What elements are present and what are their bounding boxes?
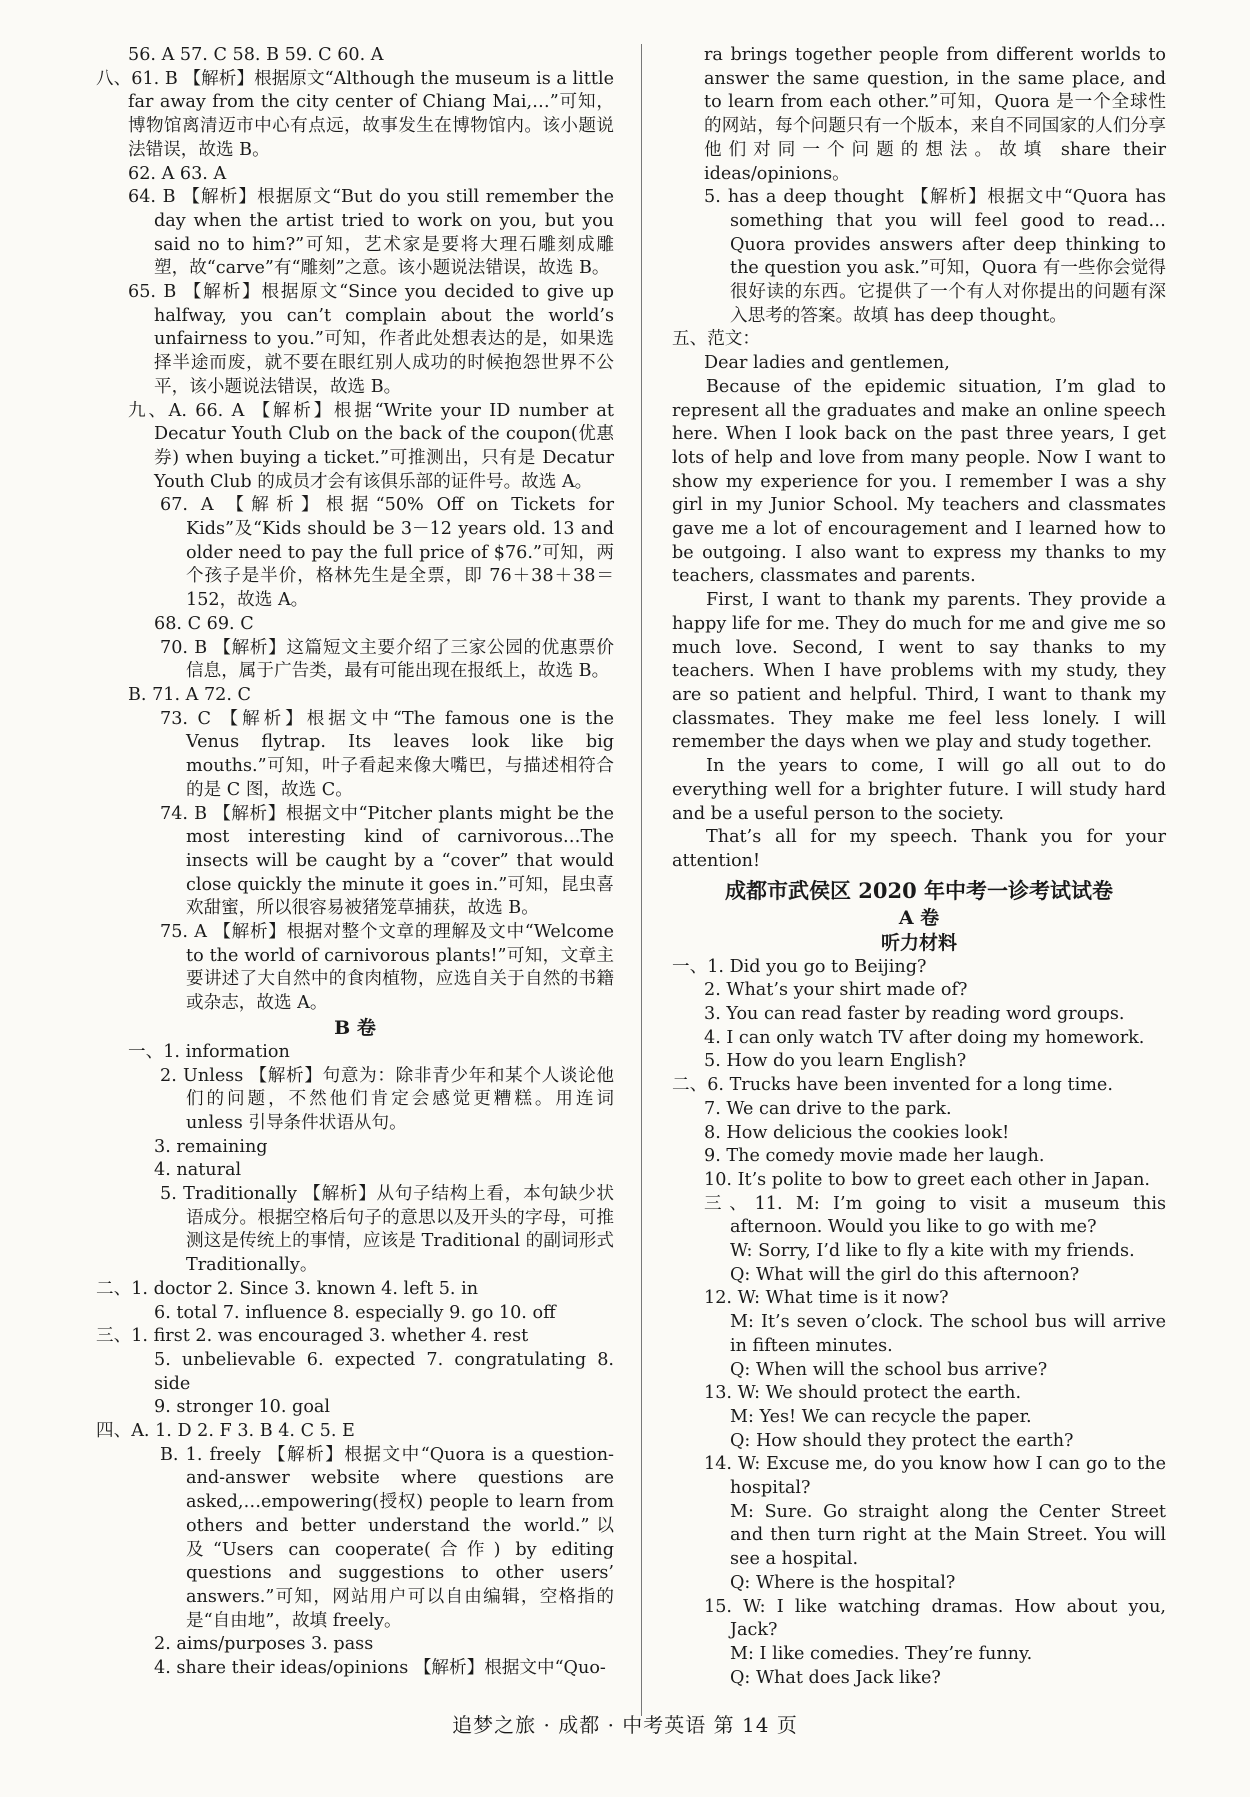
right-column [672, 44, 1166, 1690]
right-column-line: Because of the epidemic situation, I’m glad to represent all the graduates and make an online speech here. When I look back on the past three years, I get lots of help and love from many people. Now I want to show my experience for you. I remember I was a shy girl in my Junior School. My teachers and classmates gave me a lot of encouragement and I learned how to be outgoing. I also want to express my thanks to my teachers, classmates and parents. [672, 376, 1166, 587]
page-footer: 追梦之旅 · 成都 · 中考英语 第 14 页 [452, 1713, 798, 1737]
left-column-line: 5. unbelievable 6. expected 7. congratulating 8. side [154, 1349, 614, 1394]
left-column-line: 73. C 【解析】根据文中“The famous one is the Venus flytrap. Its leaves look like big mouths.”可知，叶子看起来像大嘴巴，与描述相符合的是 C 图，故选 C。 [160, 708, 614, 800]
right-column-line: Q: When will the school bus arrive? [730, 1359, 1048, 1380]
left-column-line: 4. share their ideas/opinions 【解析】根据文中“Quo- [154, 1658, 606, 1679]
right-column-line: 13. W: We should protect the earth. [704, 1383, 1022, 1404]
right-column-line: W: Sorry, I’d like to fly a kite with my friends. [730, 1241, 1135, 1262]
left-column-line: 2. aims/purposes 3. pass [154, 1634, 374, 1655]
right-column-line: A 卷 [898, 906, 940, 929]
left-column-line: 56. A 57. C 58. B 59. C 60. A [128, 45, 384, 65]
left-column [96, 44, 614, 1681]
right-column-line: 一、1. Did you go to Beijing? [672, 956, 927, 977]
right-column-line: 3. You can read faster by reading word groups. [704, 1004, 1125, 1025]
left-column-line: 67. A 【解析】根据“50% Off on Tickets for Kids”及“Kids should be 3－12 years old. 13 and older need to pay the full price of $76.”可知，两个孩子是半价，格林先生是全票，即 76＋38＋38＝152，故选 A。 [160, 495, 614, 611]
right-column-line: First, I want to thank my parents. They provide a happy life for me. They do much for me and give me so much love. Second, I went to say thanks to my teachers. When I have problems with my study, they are so patient and helpful. Third, I want to thank my classmates. They make me feel less lonely. I will remember the days when we play and study together. [672, 590, 1166, 753]
left-column-line: 9. stronger 10. goal [154, 1397, 331, 1418]
right-column-line: Q: What will the girl do this afternoon? [730, 1264, 1080, 1285]
right-column-line: 12. W: What time is it now? [704, 1288, 949, 1309]
left-column-line: 八、61. B 【解析】根据原文“Although the museum is a little far away from the city center of Chiang Mai,…”可知，博物馆离清迈市中心有点远，故事发生在博物馆内。该小题说法错误，故选 B。 [96, 68, 614, 160]
right-column-line: Q: What does Jack like? [730, 1667, 941, 1688]
left-column-line: 5. Traditionally 【解析】从句子结构上看，本句缺少状语成分。根据空格后句子的意思以及开头的字母，可推测这是传统上的事情，应该是 Traditional 的副词形式 Traditionally。 [160, 1184, 614, 1276]
left-column-line: B. 71. A 72. C [128, 684, 252, 705]
right-column-line: M: It’s seven o’clock. The school bus will arrive in fifteen minutes. [730, 1312, 1166, 1356]
right-column-line: 7. We can drive to the park. [704, 1098, 952, 1119]
left-column-line: 65. B 【解析】根据原文“Since you decided to give up halfway, you can’t complain about the world’s unfairness to you.”可知，作者此处想表达的是，如果选择半途而废，就不要在眼红别人成功的时候抱怨世界不公平，该小题说法错误，故选 B。 [128, 282, 614, 397]
left-column-line: B. 1. freely 【解析】根据文中“Quora is a question-and-answer website where questions are asked,…empowering(授权) people to learn from others and better understand the world.”以及“Users can cooperate(合作) by editing questions and suggestions to other users’ answers.”可知，网站用户可以自由编辑，空格指的是“自由地”，故填 freely。 [160, 1444, 614, 1631]
right-column-line: 5. How do you learn English? [704, 1051, 967, 1072]
right-column-line: 15. W: I like watching dramas. How about you, Jack? [704, 1596, 1166, 1641]
left-column-line: 74. B 【解析】根据文中“Pitcher plants might be the most interesting kind of carnivorous…The insects will be caught by a “cover” that would close quickly the minute it goes in.”可知，昆虫喜欢甜蜜，所以很容易被猪笼草捕获，故选 B。 [160, 803, 614, 919]
right-column-line: M: Yes! We can recycle the paper. [730, 1406, 1032, 1427]
right-column-line: 五、范文： [672, 329, 760, 350]
right-column-line: That’s all for my speech. Thank you for your attention! [672, 827, 1166, 871]
left-column-line: B 卷 [334, 1016, 376, 1039]
right-column-line: M: Sure. Go straight along the Center Street and then turn right at the Main Street. You will see a hospital. [730, 1501, 1166, 1570]
right-column-line: In the years to come, I will go all out to do everything well for a brighter future. I will study hard and be a useful person to the society. [672, 756, 1166, 824]
right-column-line: Q: How should they protect the earth? [730, 1430, 1074, 1451]
left-column-line: 70. B 【解析】这篇短文主要介绍了三家公园的优惠票价信息，属于广告类，最有可能出现在报纸上，故选 B。 [160, 637, 614, 682]
right-column-line: Dear ladies and gentlemen, [704, 353, 950, 374]
right-column-line: ra brings together people from different worlds to answer the same question, in the same place, and to learn from each other.”可知，Quora 是一个全球性的网站，每个问题只有一个版本，来自不同国家的人们分享他们对同一个问题的想法。故填 share their ideas/opinions。 [704, 45, 1166, 184]
left-column-line: 62. A 63. A [128, 163, 227, 184]
right-column-line: 4. I can only watch TV after doing my homework. [704, 1027, 1145, 1048]
left-column-line: 四、A. 1. D 2. F 3. B 4. C 5. E [96, 1421, 355, 1442]
left-column-line: 6. total 7. influence 8. especially 9. go 10. off [154, 1302, 556, 1323]
left-column-line: 一、1. information [128, 1041, 290, 1062]
left-column-line: 75. A 【解析】根据对整个文章的理解及文中“Welcome to the world of carnivorous plants!”可知，文章主要讲述了大自然中的食肉植物，应选自关于自然的书籍或杂志，故选 A。 [160, 922, 614, 1014]
left-column-line: 68. C 69. C [154, 613, 254, 634]
left-column-line: 4. natural [154, 1160, 242, 1181]
right-column-line: 听力材料 [880, 931, 957, 954]
left-column-line: 九、A. 66. A 【解析】根据“Write your ID number at Decatur Youth Club on the back of the coupon(优惠券) when buying a ticket.”可推测出，只有是 Decatur Youth Club 的成员才会有该俱乐部的证件号。故选 A。 [128, 400, 614, 492]
left-column-line: 二、1. doctor 2. Since 3. known 4. left 5. in [96, 1278, 479, 1299]
right-column-line: 14. W: Excuse me, do you know how I can go to the hospital? [704, 1454, 1166, 1499]
column-divider [641, 44, 642, 1716]
right-column-line: Q: Where is the hospital? [730, 1572, 956, 1593]
right-column-line: M: I like comedies. They’re funny. [730, 1644, 1033, 1664]
right-column-line: 5. has a deep thought 【解析】根据文中“Quora has something that you will feel good to read… Quora provides answers after deep thinking to the question you ask.”可知，Quora 有一些你会觉得很好读的东西。它提供了一个有人对你提出的问题有深入思考的答案。故填 has deep thought。 [704, 187, 1166, 326]
right-column-line: 10. It’s polite to bow to greet each other in Japan. [704, 1169, 1151, 1190]
left-column-line: 2. Unless 【解析】句意为：除非青少年和某个人谈论他们的问题，不然他们肯定会感觉更糟糕。用连词 unless 引导条件状语从句。 [160, 1065, 614, 1133]
left-column-line: 3. remaining [154, 1136, 268, 1157]
left-column-line: 64. B 【解析】根据原文“But do you still remember the day when the artist tried to work on you, but you said no to him?”可知，艺术家是要将大理石雕刻成雕塑，故“carve”有“雕刻”之意。该小题说法错误，故选 B。 [128, 187, 614, 279]
right-column-line: 成都市武侯区 2020 年中考一诊考试试卷 [724, 877, 1114, 903]
right-column-line: 二、6. Trucks have been invented for a long time. [672, 1075, 1113, 1096]
right-column-line: 三、11. M: I’m going to visit a museum this afternoon. Would you like to go with me? [704, 1193, 1166, 1238]
right-column-line: 2. What’s your shirt made of? [704, 980, 968, 1001]
right-column-line: 8. How delicious the cookies look! [704, 1122, 1010, 1143]
right-column-line: 9. The comedy movie made her laugh. [704, 1146, 1045, 1167]
left-column-line: 三、1. first 2. was encouraged 3. whether 4. rest [96, 1326, 529, 1347]
